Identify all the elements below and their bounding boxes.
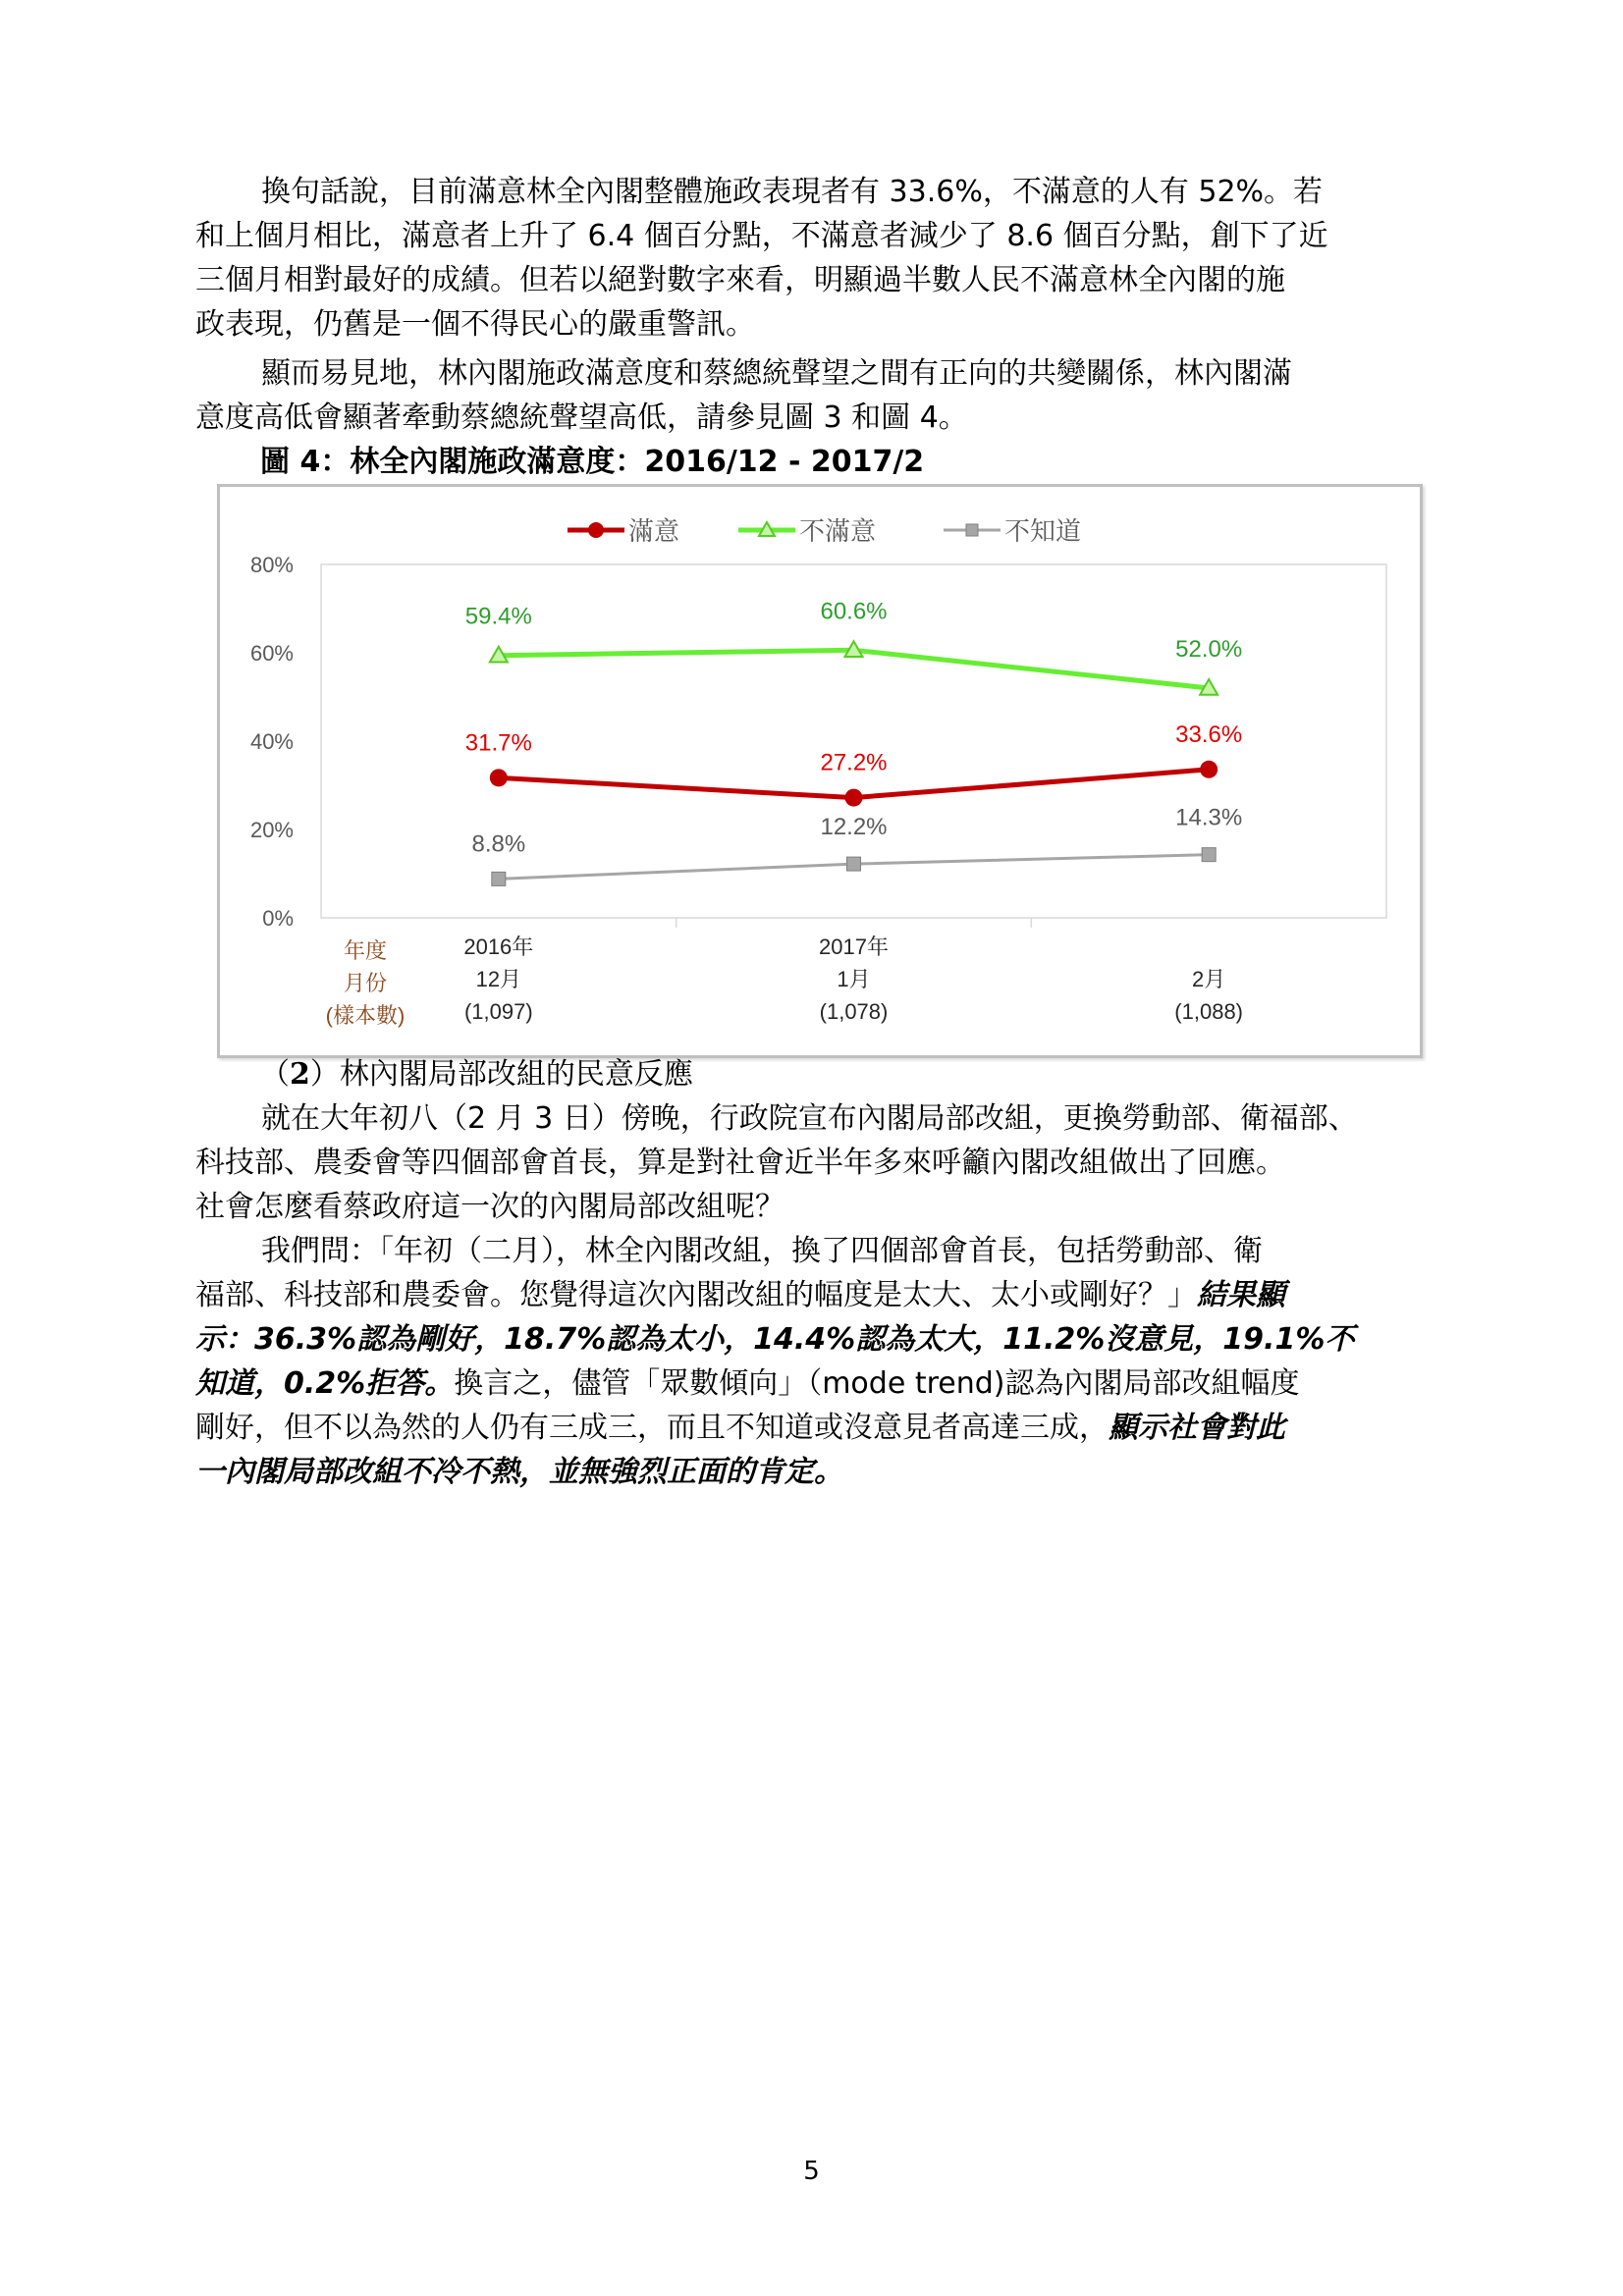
text-emphasis: 示：36.3%認為剛好，18.7%認為太小，14.4%認為太大，11.2%沒意見，19.1%不: [195, 1322, 1355, 1357]
text-line: 我們問：「年初（二月），林全內閣改組，換了四個部會首長，包括勞動部、衛: [261, 1234, 1263, 1268]
data-point-unknown: [492, 872, 506, 885]
row-header-year: 年度: [343, 938, 388, 963]
x-label-year: 2017年: [819, 934, 889, 959]
y-tick-label: 20%: [249, 818, 294, 842]
text-line: 和上個月相比，滿意者上升了 6.4 個百分點，不滿意者減少了 8.6 個百分點，創下了近: [195, 219, 1328, 253]
text-line: 科技部、農委會等四個部會首長，算是對社會近半年多來呼籲內閣改組做出了回應。: [195, 1146, 1285, 1180]
data-label: 14.3%: [1175, 804, 1243, 831]
data-point-unknown: [847, 857, 861, 871]
paragraph-survey-result: [195, 1229, 1442, 1494]
text-line: 顯而易見地，林內閣施政滿意度和蔡總統聲望之間有正向的共變關係，林內閣滿: [261, 356, 1292, 391]
paragraph-cabinet-reshuffle: [195, 1096, 1442, 1229]
text-line: 換句話說，目前滿意林全內閣整體施政表現者有 33.6%，不滿意的人有 52%。若: [261, 175, 1324, 209]
data-label: 60.6%: [820, 598, 888, 625]
x-label-year: 2016年: [463, 934, 534, 959]
x-label-sample: (1,097): [463, 999, 533, 1024]
y-tick-label: 0%: [262, 906, 294, 931]
line-chart: [220, 487, 1420, 1055]
text-emphasis: 一內閣局部改組不冷不熱，並無強烈正面的肯定。: [195, 1455, 843, 1489]
y-tick-label: 40%: [249, 729, 294, 754]
text-emphasis: 知道，0.2%拒答。: [195, 1366, 455, 1401]
legend-marker: [966, 524, 978, 536]
text-line: 就在大年初八（2 月 3 日）傍晚，行政院宣布內閣局部改組，更換勞動部、衛福部、: [261, 1101, 1358, 1136]
text-line: [195, 1406, 1442, 1450]
legend-label: 不滿意: [799, 516, 877, 546]
text-plain: 福部、科技部和農委會。您覺得這次內閣改組的幅度是太大、太小或剛好？」: [195, 1278, 1197, 1312]
data-label: 52.0%: [1175, 636, 1243, 663]
text-line: 意度高低會顯著牽動蔡總統聲望高低，請參見圖 3 和圖 4。: [195, 400, 968, 435]
text-plain: 換言之，儘管「眾數傾向」（mode trend)認為內閣局部改組幅度: [454, 1366, 1300, 1401]
data-label: 31.7%: [464, 729, 532, 757]
heading-paren-open: （: [260, 1057, 290, 1092]
data-point-unknown: [1202, 848, 1216, 862]
data-label: 33.6%: [1175, 721, 1243, 748]
text-plain: 剛好，但不以為然的人仍有三成三，而且不知道或沒意見者高達三成，: [195, 1411, 1109, 1445]
x-label-sample: (1,078): [819, 999, 889, 1024]
chart-frame: [217, 484, 1423, 1058]
text-line: [195, 1273, 1442, 1317]
data-point-satisfied: [490, 769, 508, 786]
x-label-month: 12月: [475, 967, 522, 991]
page-number: 5: [803, 2157, 820, 2186]
y-tick-label: 80%: [249, 553, 294, 577]
text-emphasis: 顯示社會對此: [1109, 1411, 1285, 1445]
figure-caption: 圖 4：林全內閣施政滿意度：2016/12 - 2017/2: [260, 445, 925, 479]
text-line: [195, 1362, 1442, 1406]
heading-paren-close: ）: [309, 1057, 340, 1092]
y-tick-label: 60%: [249, 641, 294, 666]
row-header-sample: (樣本數): [325, 1003, 406, 1028]
data-point-satisfied: [845, 789, 863, 807]
legend-marker: [588, 522, 604, 538]
data-label: 8.8%: [471, 830, 526, 858]
x-label-sample: (1,088): [1174, 999, 1244, 1024]
text-emphasis: 結果顯: [1197, 1278, 1285, 1312]
text-line: 三個月相對最好的成績。但若以絕對數字來看，明顯過半數人民不滿意林全內閣的施: [195, 263, 1285, 297]
legend-label: 滿意: [628, 516, 680, 546]
data-point-satisfied: [1200, 761, 1217, 778]
heading-number: 2: [290, 1057, 310, 1092]
legend-label: 不知道: [1004, 516, 1082, 546]
x-label-month: 2月: [1192, 967, 1226, 991]
data-label: 59.4%: [464, 603, 532, 630]
heading-title: 林內閣局部改組的民意反應: [339, 1057, 693, 1092]
data-label: 27.2%: [820, 749, 888, 776]
data-label: 12.2%: [820, 814, 888, 841]
row-header-month: 月份: [343, 971, 388, 995]
paragraph-satisfaction-summary: [195, 170, 1442, 347]
x-label-month: 1月: [837, 967, 871, 991]
paragraph-covariation: [195, 351, 1442, 440]
section-heading: [260, 1052, 693, 1096]
text-line: 社會怎麼看蔡政府這一次的內閣局部改組呢？: [195, 1190, 784, 1224]
text-line: 政表現，仍舊是一個不得民心的嚴重警訊。: [195, 307, 755, 342]
